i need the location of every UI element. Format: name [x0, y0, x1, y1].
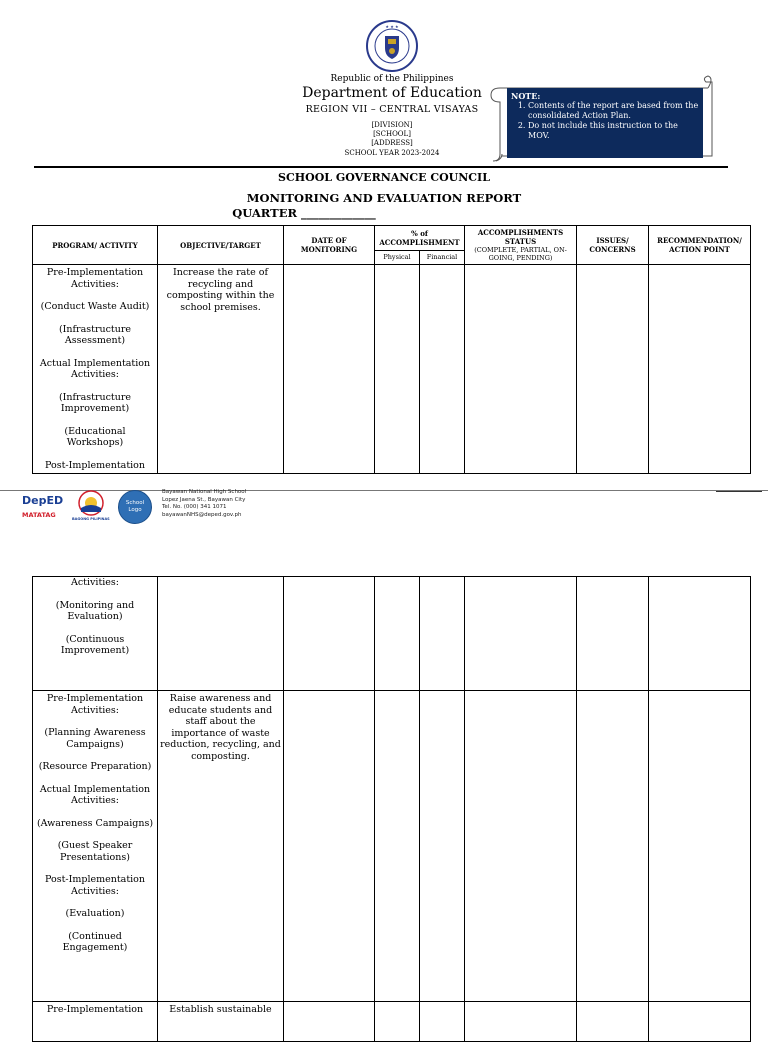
header-physical: Physical: [375, 250, 420, 264]
physical-cell[interactable]: [375, 1002, 420, 1042]
program-line: (Planning Awareness Campaigns): [44, 727, 146, 750]
physical-cell[interactable]: [375, 691, 420, 1002]
bagong-pilipinas-text: BAGONG PILIPINAS: [72, 517, 110, 521]
program-line: Pre-Implementation Activities:: [46, 267, 144, 290]
program-line: Post-Implementation: [44, 459, 146, 471]
financial-cell[interactable]: [420, 691, 465, 1002]
header-recommendation: RECOMMENDATION/ ACTION POINT: [649, 226, 751, 265]
program-cell: [33, 577, 158, 691]
header-pct: % of ACCOMPLISHMENT: [375, 226, 465, 251]
header-divider: [34, 166, 728, 168]
header-status-label: ACCOMPLISHMENTS STATUS: [477, 228, 564, 246]
deped-logo: DepED: [22, 494, 64, 507]
program-line: Activities:: [71, 577, 119, 588]
status-cell[interactable]: [465, 691, 577, 1002]
table-row: [33, 577, 751, 691]
issues-cell[interactable]: [577, 1002, 649, 1042]
recommendation-cell[interactable]: [649, 1002, 751, 1042]
table-row: [33, 1002, 751, 1042]
table-row: [33, 265, 751, 474]
note-item: 2. Do not include this instruction to the MOV.: [528, 121, 699, 141]
date-cell[interactable]: [284, 1002, 375, 1042]
status-cell[interactable]: [465, 577, 577, 691]
note-scroll: [488, 74, 720, 166]
objective-cell: Raise awareness and educate students and staff about the importance of waste reduction, recycling, and composting.: [158, 691, 284, 1002]
monitoring-table-page2: [32, 576, 751, 1042]
address-text: [ADDRESS]: [371, 139, 413, 147]
issues-cell[interactable]: [577, 691, 649, 1002]
republic-text: Republic of the Philippines: [330, 74, 454, 84]
objective-cell: Increase the rate of recycling and composting within the school premises.: [158, 265, 284, 474]
report-title-main: MONITORING AND EVALUATION REPORT: [246, 191, 522, 205]
financial-cell[interactable]: [420, 577, 465, 691]
recommendation-cell[interactable]: [649, 691, 751, 1002]
header-financial: Financial: [420, 250, 465, 264]
physical-cell[interactable]: [375, 577, 420, 691]
date-cell[interactable]: [284, 577, 375, 691]
header-issues: ISSUES/ CONCERNS: [577, 226, 649, 265]
header-status: [465, 226, 577, 265]
issues-cell[interactable]: [577, 577, 649, 691]
school-logo: [118, 490, 152, 524]
status-cell[interactable]: [465, 1002, 577, 1042]
program-cell: [33, 265, 158, 474]
report-title-council: SCHOOL GOVERNANCE COUNCIL: [278, 171, 490, 184]
program-line: (Evaluation): [65, 908, 125, 919]
svg-text:★ ★ ★: ★ ★ ★: [385, 24, 399, 29]
financial-cell[interactable]: [420, 1002, 465, 1042]
program-line: (Guest Speaker Presentations): [57, 840, 133, 863]
financial-cell[interactable]: [420, 265, 465, 474]
program-line: (Conduct Waste Audit): [40, 301, 150, 312]
header-objective: OBJECTIVE/TARGET: [158, 226, 284, 265]
program-cell: Pre-Implementation: [33, 1002, 158, 1042]
footer-street: Lopez Jaena St., Bayawan City: [162, 496, 246, 503]
objective-cell: [158, 577, 284, 691]
recommendation-cell[interactable]: [649, 265, 751, 474]
division-text: [DIVISION]: [371, 121, 413, 129]
program-line: (Continued Engagement): [62, 930, 128, 953]
date-cell[interactable]: [284, 691, 375, 1002]
program-line: Actual Implementation Activities:: [39, 783, 151, 806]
note-label: NOTE:: [511, 91, 541, 101]
note-box: [507, 88, 703, 158]
header-program: PROGRAM/ ACTIVITY: [33, 226, 158, 265]
program-line: (Educational Workshops): [64, 425, 126, 448]
report-title-quarter: QUARTER _____________: [232, 206, 376, 220]
department-text: Department of Education: [302, 85, 482, 101]
footer-tel: Tel. No. (000) 341 1071: [162, 504, 227, 510]
program-line: (Awareness Campaigns): [36, 817, 154, 829]
school-year-text: SCHOOL YEAR 2023-2024: [344, 149, 440, 157]
table-row: [33, 691, 751, 1002]
physical-cell[interactable]: [375, 265, 420, 474]
date-cell[interactable]: [284, 265, 375, 474]
program-line: (Infrastructure Assessment): [58, 323, 132, 346]
program-line: (Resource Preparation): [38, 761, 152, 772]
monitoring-table-page1: [32, 225, 751, 474]
program-line: Actual Implementation Activities:: [39, 357, 151, 380]
footer-contact: [162, 489, 246, 519]
note-list: [511, 101, 699, 141]
school-text: [SCHOOL]: [373, 130, 411, 138]
note-item: 1. Contents of the report are based from the consolidated Action Plan.: [528, 101, 699, 121]
region-text: REGION VII – CENTRAL VISAYAS: [305, 104, 479, 115]
footer-email[interactable]: bayawanNHS@deped.gov.ph: [162, 511, 242, 518]
recommendation-cell[interactable]: [649, 577, 751, 691]
footer-school-name: Bayawan National High School: [162, 489, 247, 495]
header-date: DATE OF MONITORING: [284, 226, 375, 265]
bagong-pilipinas-icon: [77, 490, 105, 516]
issues-cell[interactable]: [577, 265, 649, 474]
status-cell[interactable]: [465, 265, 577, 474]
school-logo-text: School Logo: [125, 500, 145, 513]
header-status-sub: (COMPLETE, PARTIAL, ON-GOING, PENDING): [474, 246, 567, 262]
program-line: (Monitoring and Evaluation): [55, 599, 135, 622]
matatag-logo: MATATAG: [22, 511, 56, 519]
program-cell: [33, 691, 158, 1002]
program-line: Pre-Implementation Activities:: [46, 693, 144, 716]
deped-seal-icon: [366, 20, 418, 72]
program-line: (Continuous Improvement): [60, 633, 130, 656]
program-line: (Infrastructure Improvement): [58, 391, 132, 414]
program-line: Post-Implementation Activities:: [44, 874, 146, 897]
footer-divider: [0, 490, 768, 491]
footer-divider-right: [716, 491, 762, 492]
objective-cell: Establish sustainable: [158, 1002, 284, 1042]
